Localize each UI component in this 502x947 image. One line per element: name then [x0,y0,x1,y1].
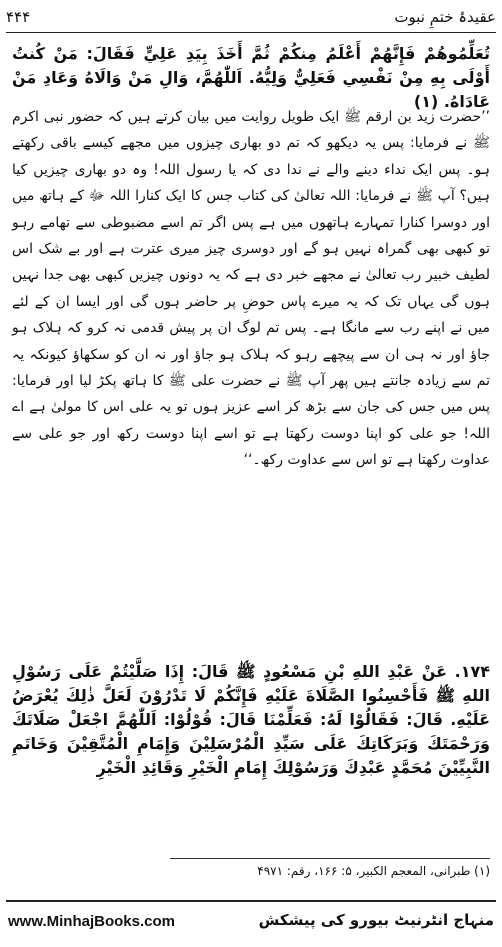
website-link[interactable]: www.MinhajBooks.com [8,913,175,930]
publisher-credit: منہاج انٹرنیٹ بیورو کی پیشکش [258,911,494,929]
footnote-rule [170,858,490,859]
header-rule [6,32,496,33]
page-header [6,6,496,32]
page-number: ۴۴۴ [6,8,31,26]
hadith-arabic-text: تُعَلِّمُوهُمْ فَإِنَّهُمْ أَعْلَمُ مِنكُمْ ثُمَّ أَخَذَ بِيَدِ عَلِيٍّ فَقَالَ: مَنْ كُنتُ أَوْلَى بِهِ مِنْ نَفْسِي فَعَلِيٌّ وَلِيُّهُ. اَللّٰهُمَّ، وَالِ مَنْ وَالَاهُ وَعَادِ مَنْ عَادَاهُ. (۱) [12,44,490,111]
hadith-174-arabic: ۱۷۴. عَنْ عَبْدِ اللهِ بْنِ مَسْعُودٍ ﷺ قَالَ: إِذَا صَلَّيْتُمْ عَلَى رَسُوْلِ اللهِ ﷺ فَأَحْسِنُوا الصَّلَاةَ عَلَيْهِ فَإِنَّكُمْ لَا تَدْرُوْنَ لَعَلَّ ذٰلِكَ يُعْرَضُ عَلَيْهِ. قَالَ: فَقَالُوْا لَهُ: فَعَلِّمْنَا قَالَ: قُوْلُوْا: اَللّٰهُمَّ اجْعَلْ صَلَاتَكَ وَرَحْمَتَكَ وَبَرَكَاتِكَ عَلَى سَيِّدِ الْمُرْسَلِيْنَ وَإِمَامِ الْمُتَّقِيْنَ وَخَاتَمِ النَّبِيِّيْنَ مُحَمَّدٍ عَبْدِكَ وَرَسُوْلِكَ إِمَامِ الْخَيْرِ وَقَائِدِ الْخَيْرِ [12,662,490,777]
footer-rule [6,900,496,902]
urdu-translation: ’’حضرت زید بن ارقم ﷺ ایک طویل روایت میں بیان کرتے ہیں کہ حضور نبی اکرم ﷺ نے فرمایا: پس یہ دیکھو کہ تم دو بھاری چیزوں میں مجھے کیسے باقی رکھتے ہو۔ پس ایک نداء دینے والے نے ندا دی کہ یا رسول اللہ! وہ دو بھاری چیزیں کیا ہیں؟ آپ ﷺ نے فرمایا: اللہ تعالیٰ کی کتاب جس کا ایک کنارا اللہ ﷻ کے ہاتھ میں اور دوسرا کنارا تمہارے ہاتھوں میں ہے پس اگر تم اسے مضبوطی سے تھامے رہو تو کبھی بھی گمراہ نہیں ہو گے اور دوسری چیز میری عترت ہے اور بے شک اس لطیف خبیر رب تعالیٰ نے مجھے خبر دی ہے کہ یہ دونوں چیزیں کبھی بھی جدا نہیں ہوں گی یہاں تک کہ یہ میرے پاس حوضِ پر حاضر ہوں گی اور ایسا ان کے لئے میں نے اپنے رب سے مانگا ہے۔ پس تم لوگ ان پر پیش قدمی نہ کرو کہ ہلاک ہو جاؤ اور نہ ہی ان سے پیچھے رہو کہ ہلاک ہو جاؤ اور نہ ان کو سکھاؤ کیونکہ یہ تم سے زیادہ جانتے ہیں پھر آپ ﷺ نے حضرت علی ﷺ کا ہاتھ پکڑ لیا اور فرمایا: پس میں جس کی جان سے بڑھ کر اسے عزیز ہوں تو یہ علی اس کا مولیٰ ہے اے اللہ! جو علی کو اپنا دوست رکھتا ہے تو اسے اپنا دوست رکھ اور جو علی سے عداوت رکھتا ہے تو اس سے عداوت رکھ۔‘‘ [12,109,490,469]
running-title: عقیدۂ ختمِ نبوت [394,8,496,26]
footnote: (۱) طبرانی، المعجم الکبیر، ۵: ۱۶۶، رقم: ۴۹۷۱ [257,864,490,878]
